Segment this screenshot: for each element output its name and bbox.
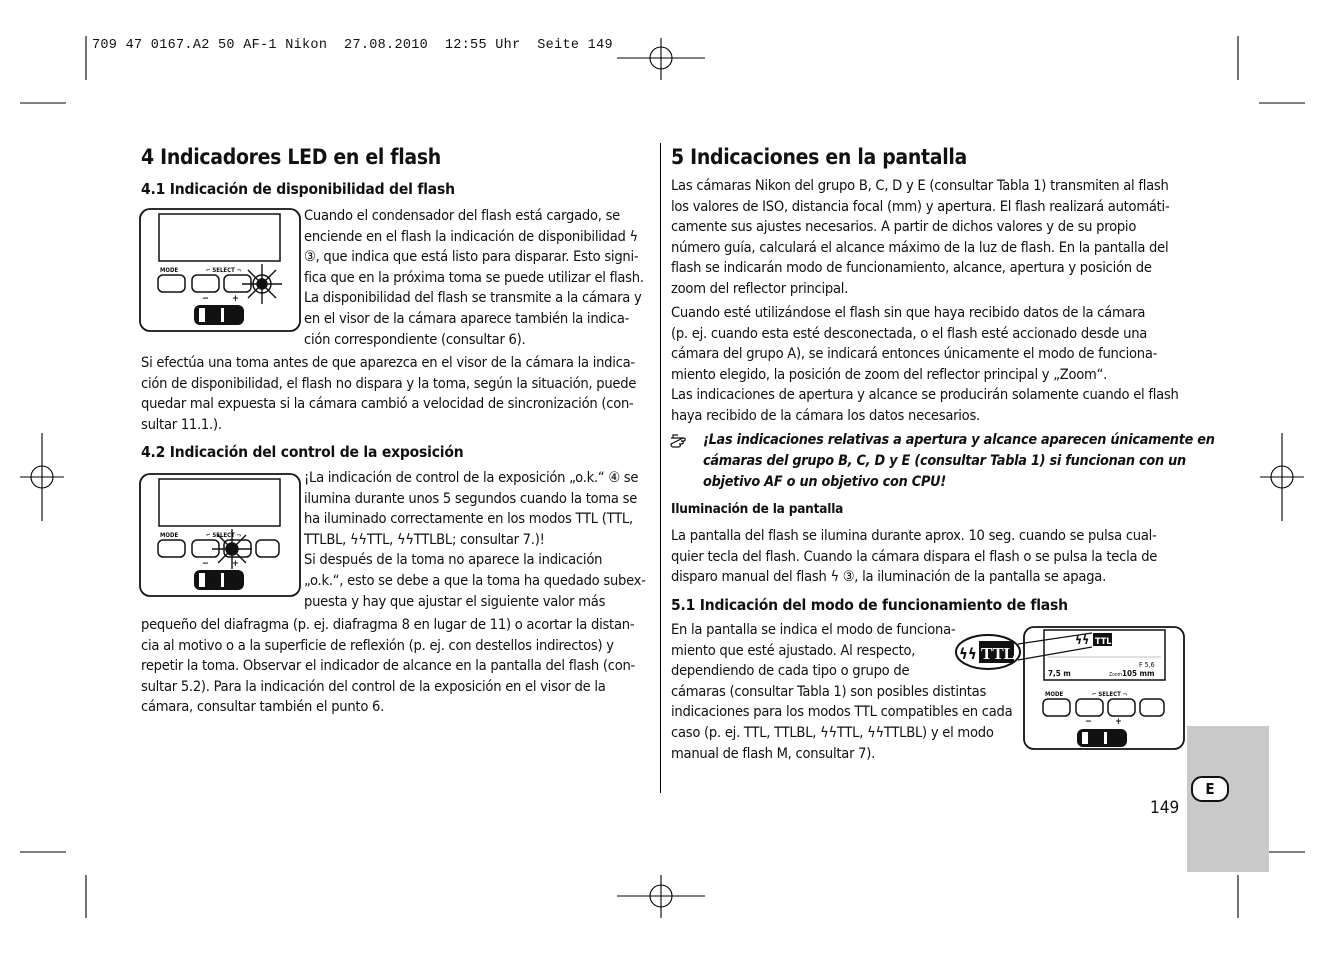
callout-ttl: TTL xyxy=(981,644,1016,663)
print-header: 709 47 0167.A2 50 AF-1 Nikon 27.08.2010 12:55 Uhr Seite 149 xyxy=(92,38,613,53)
flash-panel-display-illustration xyxy=(954,622,1186,750)
section-5-1-title: 5.1 Indicación del modo de funcionamiento de flash xyxy=(671,596,1068,614)
column-divider xyxy=(660,143,661,793)
plus-label: + xyxy=(232,294,239,304)
section-5-no-data-text: Cuando esté utilizándose el flash sin que haya recibido datos de la cámara (p. ej. cuando esta esté desconectada, o el flash esté accionado desde una cámara del grupo A), se indicará entonces únicamente el modo de funciona- miento elegido, la posición de zoom del reflector principal y „Zoom“. Las indicaciones de apertura y alcance se producirán solamente cuando el flash haya recibido de la cámara los datos necesarios. xyxy=(671,304,1179,424)
callout-flash-icon: ϟϟ xyxy=(959,645,977,663)
mode-label-2: MODE xyxy=(160,532,179,539)
minus-label-2: − xyxy=(202,559,209,569)
display-zoom-value: 105 mm xyxy=(1122,669,1155,678)
section-5-intro: Las cámaras Nikon del grupo B, C, D y E (consultar Tabla 1) transmiten al flash los valores de ISO, distancia focal (mm) y apertura. El flash realizará automáti- camente sus ajustes necesarios. A partir de dichos valores y de su propio número guía, calculará el alcance máximo de la luz de flash. En la pantalla del flash se indicarán modo de funcionamiento, alcance, apertura y posición de zoom del reflector principal. xyxy=(671,177,1170,297)
plus-label-3: + xyxy=(1115,717,1122,727)
section-4-2-side-text: ¡La indicación de control de la exposición „o.k.“ ④ se ilumina durante unos 5 segundos cuando la toma se ha iluminado correctamente en los modos TTL (TTL, TTLBL, ϟϟTTL, ϟϟTTLBL; consultar 7.)! Si después de la toma no aparece la indicación „o.k.“, esto se debe a que la toma ha quedado subex- puesta y hay que ajustar el siguiente valor más xyxy=(304,469,646,610)
display-range: 7,5 m xyxy=(1048,669,1071,678)
select-label-2: ⌐ SELECT ¬ xyxy=(206,532,242,539)
section-4-1-side-text: Cuando el condensador del flash está cargado, se enciende en el flash la indicación de disponibilidad ϟ ③, que indica que está listo para disparar. Esto signi- fica que en la próxima toma se puede utilizar el flash. La disponibilidad del flash se transmite a la cámara y en el visor de la cámara aparece también la indica- ción correspondiente (consultar 6). xyxy=(304,207,644,348)
section-5-1-text: En la pantalla se indica el modo de funciona- miento que esté ajustado. Al respecto, dependiendo de cada tipo o grupo de cámaras (consultar Tabla 1) son posibles distintas indicaciones para los modos TTL compatibles en cada caso (p. ej. TTL, TTLBL, ϟϟTTL, ϟϟTTLBL) y el modo manual de flash M, consultar 7). xyxy=(671,621,1013,762)
illumination-text: La pantalla del flash se ilumina durante aprox. 10 seg. cuando se pulsa cual- quier tecla del flash. Cuando la cámara dispara el flash o se pulsa la tecla de disparo manual del flash ϟ ③, la iluminación de la pantalla se apaga. xyxy=(671,527,1158,586)
page-number: 149 xyxy=(1150,798,1180,818)
display-zoom-label: Zoom xyxy=(1109,672,1122,678)
section-5-title: 5 Indicaciones en la pantalla xyxy=(671,145,967,169)
display-aperture: F 5,6 xyxy=(1139,661,1155,669)
display-flash-icon: ϟϟ xyxy=(1075,633,1090,647)
flash-panel-ready-illustration xyxy=(139,208,301,332)
minus-label: − xyxy=(202,294,209,304)
flash-panel-ok-illustration xyxy=(139,473,301,597)
plus-label-2: + xyxy=(232,559,239,569)
language-badge: E xyxy=(1191,776,1229,802)
pointing-hand-icon xyxy=(670,432,694,448)
section-4-2-text: pequeño del diafragma (p. ej. diafragma 8 en lugar de 11) o acortar la distan- cia al motivo o a la superficie de reflexión (p. ej. con destellos indirectos) y repetir la toma. Observar el indicador de alcance en la pantalla del flash (con- sultar 5.2). Para la indicación del control de la exposición en el visor de la cámara, consultar también el punto 6. xyxy=(141,616,636,716)
important-note: ¡Las indicaciones relativas a apertura y alcance aparecen únicamente en cámaras del grupo B, C, D y E (consultar Tabla 1) si funcionan con un objetivo AF o un objetivo con CPU! xyxy=(703,432,1215,490)
ready-led-burst-icon xyxy=(242,264,282,304)
minus-label-3: − xyxy=(1085,717,1092,727)
ok-led-burst-icon xyxy=(212,529,252,569)
select-label: ⌐ SELECT ¬ xyxy=(206,267,242,274)
section-4-1-text: Si efectúa una toma antes de que aparezca en el visor de la cámara la indica- ción de disponibilidad, el flash no dispara y la toma, según la situación, puede quedar mal expuesta si la cámara cambió a velocidad de sincronización (con- sultar 11.1.). xyxy=(141,354,637,433)
select-label-3: ⌐ SELECT ¬ xyxy=(1092,691,1128,698)
mode-label: MODE xyxy=(160,267,179,274)
section-4-2-title: 4.2 Indicación del control de la exposición xyxy=(141,443,464,461)
display-ttl: TTL xyxy=(1095,637,1112,647)
section-4-1-title: 4.1 Indicación de disponibilidad del flash xyxy=(141,180,455,198)
illumination-title: Iluminación de la pantalla xyxy=(671,501,844,517)
mode-label-3: MODE xyxy=(1045,691,1064,698)
section-4-title: 4 Indicadores LED en el flash xyxy=(141,145,441,169)
